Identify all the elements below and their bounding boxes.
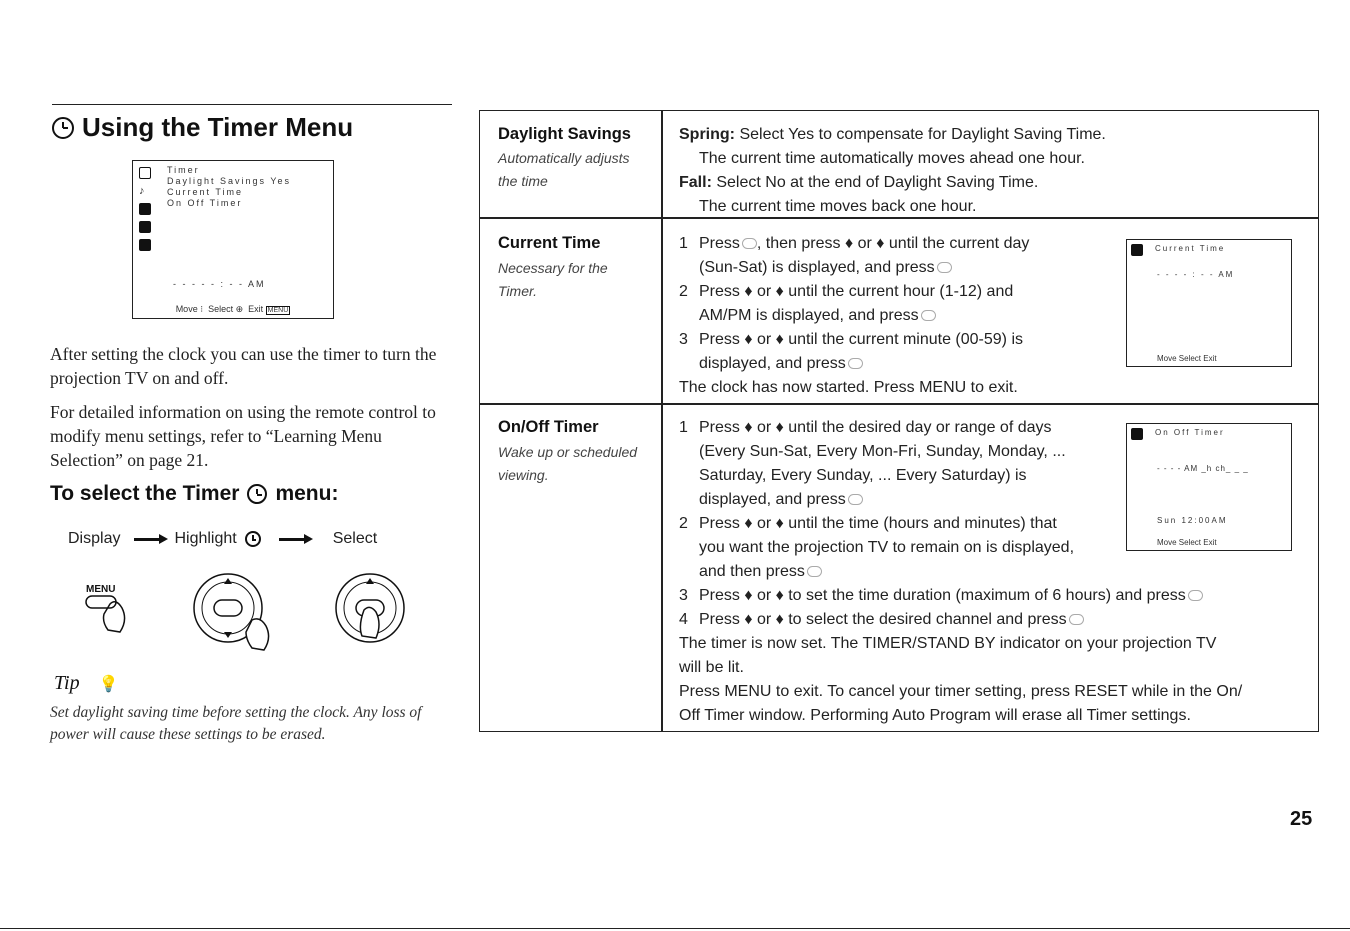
osd-footer-exit: Exit <box>248 304 264 314</box>
intro-paragraph: After setting the clock you can use the timer to turn the projection TV on and off. <box>50 344 437 388</box>
tip-heading <box>54 672 119 695</box>
timer-clock-icon <box>247 484 267 504</box>
osd-time: - - - - : - - AM <box>1157 270 1235 279</box>
select-timer-heading-suffix: menu: <box>275 482 339 505</box>
osd-line: Daylight Savings Yes <box>167 176 292 186</box>
reference-paragraph: For detailed information on using the remote control to modify menu settings, refer to “Learning Menu Selection” on page 21. <box>50 402 436 470</box>
setup-icon <box>139 221 151 233</box>
joystick-icon <box>937 262 952 273</box>
page-title-text: Using the Timer Menu <box>82 112 354 142</box>
joystick-icon <box>807 566 822 577</box>
onoff-step-1-line: Saturday, Every Sunday, ... Every Saturday) is <box>699 467 1027 484</box>
daylight-savings-title: Daylight Savings <box>498 125 631 143</box>
page-title <box>52 112 353 143</box>
current-step-1: Press <box>699 235 740 252</box>
joystick-select-icon <box>336 574 404 642</box>
onoff-conclusion-1-end: will be lit. <box>679 659 744 676</box>
fall-note: The current time moves back one hour. <box>699 198 977 215</box>
current-time-conclusion: The clock has now started. Press MENU to exit. <box>679 379 1018 396</box>
bottom-rule <box>0 928 1350 929</box>
current-time-title: Current Time <box>498 234 601 252</box>
joystick-icon <box>1069 614 1084 625</box>
arrow-right-icon <box>134 538 160 541</box>
table-divider-vertical <box>661 111 663 731</box>
timer-clock-icon <box>245 531 261 547</box>
daylight-savings-description <box>679 123 1299 219</box>
joystick-icon <box>848 494 863 505</box>
step-display: Display <box>68 530 121 547</box>
osd-sun-time: Sun 12:00AM <box>1157 516 1228 525</box>
onoff-step-2-end: and then press <box>699 563 805 580</box>
onoff-step-1-line: (Every Sun-Sat, Every Mon-Fri, Sunday, Monday, ... <box>699 443 1066 460</box>
osd-menu-key: MENU <box>267 307 289 314</box>
onoff-step-3: Press ♦ or ♦ to set the time duration (maximum of 6 hours) and press <box>699 587 1186 604</box>
tv-icon <box>139 167 151 179</box>
timer-icon <box>1131 244 1143 256</box>
osd-line: On Off Timer <box>167 198 243 208</box>
onoff-step-2: Press ♦ or ♦ until the time (hours and minutes) that <box>699 515 1057 532</box>
lightbulb-icon: 💡 <box>98 676 119 693</box>
current-time-osd <box>1126 239 1292 367</box>
tip-text: Set daylight saving time before setting the clock. Any loss of power will cause these settings to be erased. <box>50 704 422 743</box>
spring-text: Select Yes to compensate for Daylight Saving Time. <box>739 126 1106 143</box>
osd-footer: Move Select Exit <box>1157 538 1217 547</box>
current-time-subtitle: Necessary for the Timer. <box>498 260 608 299</box>
current-step-2: Press ♦ or ♦ until the current hour (1-12) and <box>699 283 1014 300</box>
timer-clock-icon <box>52 117 74 139</box>
joystick-icon <box>848 358 863 369</box>
osd-footer-select: Select <box>208 304 234 314</box>
onoff-conclusion-2: Press MENU to exit. To cancel your timer setting, press RESET while in the On/ <box>679 683 1243 700</box>
timer-icon <box>1131 428 1143 440</box>
current-step-3-end: displayed, and press <box>699 355 846 372</box>
fall-text: Select No at the end of Daylight Saving Time. <box>716 174 1039 191</box>
osd-title: On Off Timer <box>1155 428 1225 437</box>
onoff-step-2-line: you want the projection TV to remain on is displayed, <box>699 539 1075 556</box>
osd-sidebar <box>139 167 151 251</box>
timer-menu-osd <box>132 160 334 319</box>
remote-illustrations <box>80 570 420 660</box>
onoff-step-1: Press ♦ or ♦ until the desired day or range of days <box>699 419 1052 436</box>
selection-steps <box>68 530 377 548</box>
current-step-1-cont: , then press ♦ or ♦ until the current day <box>756 235 1030 252</box>
onoff-conclusion-1: The timer is now set. The TIMER/STAND BY indicator on your projection TV <box>679 635 1217 652</box>
table-divider-row <box>480 403 1318 405</box>
menu-button-press-icon <box>86 584 125 632</box>
osd-menu-lines <box>167 165 291 209</box>
onoff-timer-osd <box>1126 423 1292 551</box>
step-highlight: Highlight <box>174 530 237 547</box>
onoff-step-4: Press ♦ or ♦ to select the desired channel and press <box>699 611 1067 628</box>
onoff-conclusion-2-end: Off Timer window. Performing Auto Program will erase all Timer settings. <box>679 707 1191 724</box>
step-select: Select <box>332 530 378 547</box>
page-number: 25 <box>1290 808 1313 830</box>
joystick-icon <box>1188 590 1203 601</box>
select-timer-heading <box>50 482 338 506</box>
joystick-highlight-icon <box>194 574 269 650</box>
fall-label: Fall: <box>679 174 712 191</box>
music-note-icon: ♪ <box>139 185 145 197</box>
osd-line: - - - - AM _h ch_ _ _ <box>1157 464 1249 473</box>
joystick-icon <box>742 238 757 249</box>
timer-icon <box>139 203 151 215</box>
channel-icon <box>139 239 151 251</box>
joystick-icon <box>921 310 936 321</box>
onoff-timer-steps: 1 Press ♦ or ♦ until the desired day or range of days (Every Sun-Sat, Every Mon-Fri, Sunday, Monday, ... Saturday, Every Sunday, ... Every Saturday) is displayed, and press 2 Press ♦ or ♦ until the time (hours and minutes) that you want the projection TV to remain on is displayed, and then press 3 Press ♦ or ♦ to set the time duration (maximum of 6 hours) and press 4 Press ♦ or ♦ to select the desired channel and press The timer is now set. The TIMER/STAND BY indicator on your projection TV will be lit. Press MENU to exit. To cancel your timer setting, press RESET while in the On/ Off Timer window. Performing Auto Program will erase all Timer settings. <box>679 416 1309 728</box>
current-step-1-end: (Sun-Sat) is displayed, and press <box>699 259 935 276</box>
osd-line: Current Time <box>167 187 244 197</box>
osd-title: Current Time <box>1155 244 1226 253</box>
osd-footer: Move ⁝ Select ⊕ Exit MENU <box>175 304 289 314</box>
current-step-2-end: AM/PM is displayed, and press <box>699 307 919 324</box>
osd-line: Timer <box>167 165 200 175</box>
tip-heading-text: Tip <box>54 672 80 694</box>
current-step-3: Press ♦ or ♦ until the current minute (00-59) is <box>699 331 1024 348</box>
top-rule-left <box>52 104 452 105</box>
onoff-timer-subtitle: Wake up or scheduled viewing. <box>498 444 638 483</box>
onoff-timer-title: On/Off Timer <box>498 418 599 436</box>
daylight-savings-subtitle: Automatically adjusts the time <box>498 150 630 189</box>
osd-footer: Move Select Exit <box>1157 354 1217 363</box>
spring-label: Spring: <box>679 126 735 143</box>
menu-button-label: MENU <box>86 584 116 595</box>
current-time-steps: 1 Press , then press ♦ or ♦ until the current day (Sun-Sat) is displayed, and press 2 Press ♦ or ♦ until the current hour (1-12) and AM/PM is displayed, and press 3 Press ♦ or ♦ until the current minute (00-59) is displayed, and press The clock has now started. Press MENU to exit. <box>679 232 1109 400</box>
select-timer-heading-text: To select the Timer <box>50 482 240 505</box>
spring-note: The current time automatically moves ahead one hour. <box>699 150 1085 167</box>
onoff-step-1-end: displayed, and press <box>699 491 846 508</box>
arrow-right-icon <box>279 538 305 541</box>
osd-footer-move: Move <box>175 304 198 314</box>
osd-time: - - - - - : - - AM <box>173 279 266 289</box>
timer-settings-table <box>479 110 1319 732</box>
